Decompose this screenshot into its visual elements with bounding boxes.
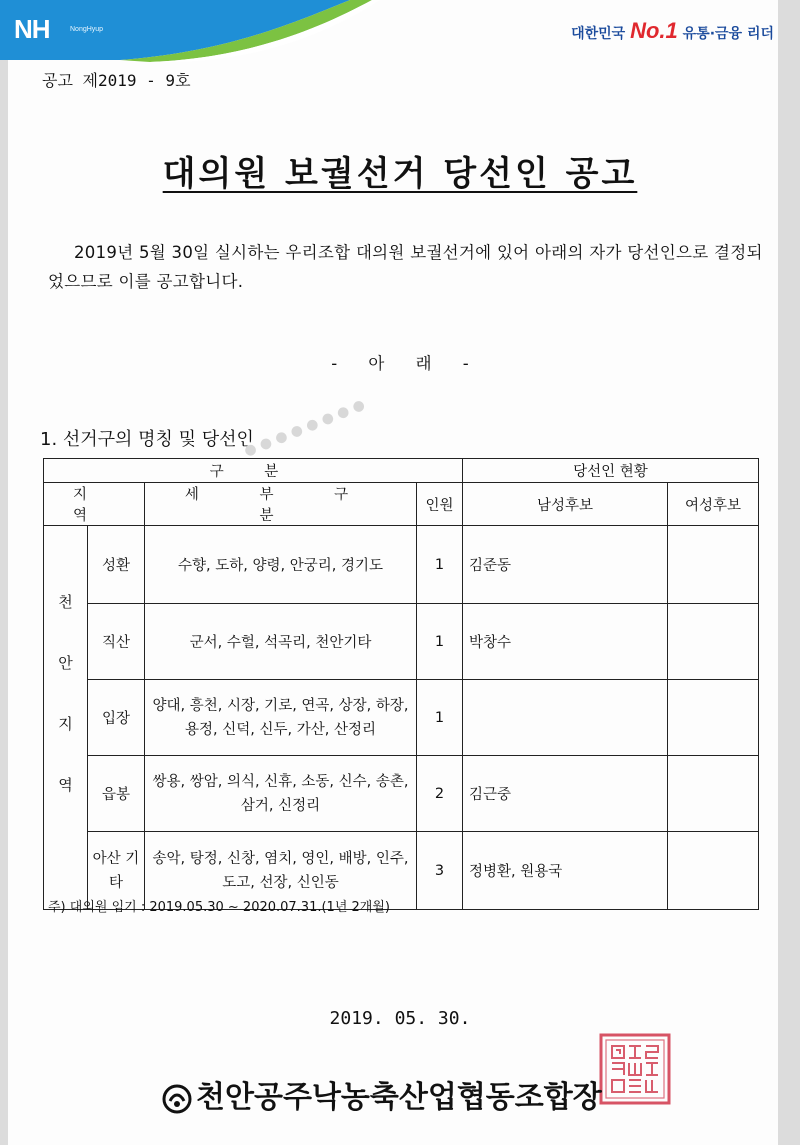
brand-header	[0, 0, 800, 62]
col-count-header: 인원	[417, 483, 463, 526]
district-cell: 읍봉	[88, 756, 145, 832]
female-cell	[668, 680, 759, 756]
table-header-row	[44, 459, 759, 483]
header-group-cell	[44, 459, 463, 483]
coop-emblem-icon	[162, 1084, 192, 1114]
col-detail-label: 세 부 구 분	[184, 487, 377, 524]
area-label: 천안지역	[56, 593, 74, 838]
col-region-header	[44, 483, 145, 526]
winners-table	[43, 458, 759, 910]
issuer-name	[162, 1072, 602, 1116]
table-subheader-row	[44, 483, 759, 526]
nh-logo-subtext: NongHyup	[70, 26, 104, 33]
intro-paragraph: 2019년 5월 30일 실시하는 우리조합 대의원 보궐선거에 있어 아래의 자가 당선인으로 결정되었으므로 이를 공고합니다.	[48, 243, 763, 291]
female-cell	[668, 604, 759, 680]
notice-date: 2019. 05. 30.	[329, 1008, 471, 1029]
count-cell: 1	[417, 604, 463, 680]
detail-cell: 군서, 수헐, 석곡리, 천안기타	[145, 604, 417, 680]
female-cell	[668, 756, 759, 832]
header-winner-cell: 당선인 현황	[463, 459, 759, 483]
district-cell: 성환	[88, 526, 145, 604]
issuer-name-text: 천안공주낙농축산업협동조합장	[196, 1080, 602, 1115]
slogan-suffix: 유통·금융 리더	[682, 26, 774, 42]
male-cell	[463, 680, 668, 756]
col-female-header: 여성후보	[668, 483, 759, 526]
col-detail-header	[145, 483, 417, 526]
watermark-text: ● ● ● ● ● ● ● ●	[241, 396, 368, 460]
ara-heading: - 아 래 -	[331, 354, 469, 373]
col-male-header: 남성후보	[463, 483, 668, 526]
area-cell	[44, 526, 88, 910]
header-group-label: 구 분	[209, 464, 297, 480]
district-cell: 입장	[88, 680, 145, 756]
document-title-text: 대의원 보궐선거 당선인 공고	[162, 154, 638, 194]
document-title	[0, 146, 800, 195]
detail-cell: 양대, 흥천, 시장, 기로, 연곡, 상장, 하장, 용정, 신덕, 신두, 가산, 산정리	[145, 680, 417, 756]
detail-cell: 쌍용, 쌍암, 의식, 신휴, 소동, 신수, 송촌, 삼거, 신정리	[145, 756, 417, 832]
male-cell: 정병환, 원용국	[463, 832, 668, 910]
count-cell: 2	[417, 756, 463, 832]
official-seal-icon	[598, 1032, 672, 1106]
detail-cell: 송악, 탕정, 신창, 염치, 영인, 배방, 인주, 도고, 선장, 신인동	[145, 832, 417, 910]
district-cell: 아산 기타	[88, 832, 145, 910]
male-cell: 김준동	[463, 526, 668, 604]
notice-number: 공고 제2019 - 9호	[42, 71, 191, 90]
detail-cell: 수향, 도하, 양령, 안궁리, 경기도	[145, 526, 417, 604]
term-note: 주) 대의원 임기 : 2019.05.30 ~ 2020.07.31.(1년 2개월)	[48, 900, 390, 915]
district-cell: 직산	[88, 604, 145, 680]
count-cell: 1	[417, 680, 463, 756]
male-cell: 박창수	[463, 604, 668, 680]
count-cell: 1	[417, 526, 463, 604]
nh-logo-icon: NH	[14, 14, 50, 44]
slogan-no1: No.1	[630, 18, 678, 43]
count-cell: 3	[417, 832, 463, 910]
table-row	[44, 604, 759, 680]
table-row	[44, 680, 759, 756]
female-cell	[668, 832, 759, 910]
col-region-label: 지 역	[72, 487, 115, 524]
slogan-prefix: 대한민국	[571, 26, 626, 42]
female-cell	[668, 526, 759, 604]
slogan	[571, 18, 774, 44]
section-heading: 1. 선거구의 명칭 및 당선인	[40, 429, 254, 450]
table-row	[44, 756, 759, 832]
table-row	[44, 526, 759, 604]
male-cell: 김근중	[463, 756, 668, 832]
